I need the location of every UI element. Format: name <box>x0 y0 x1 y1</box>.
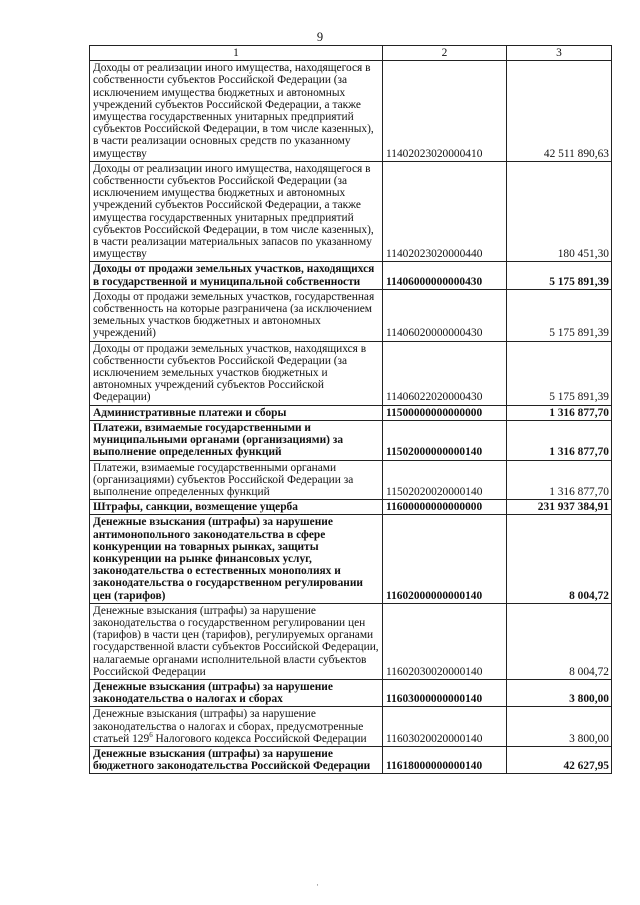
row-description: Доходы от реализации иного имущества, находящегося в собственности субъектов Российской Федерации (за исключением имущества бюджетных и автономных учреждений субъектов Российской Федерации, а также имущества государственных унитарных предприятий субъектов Российской Федерации, в том числе казенных), в части реализации материальных запасов по указанному имуществу <box>90 161 383 262</box>
row-description: Доходы от продажи земельных участков, находящихся в государственной и муниципальной собственности <box>90 262 383 289</box>
table-row <box>90 679 612 706</box>
table-row <box>90 420 612 460</box>
row-amount: 5 175 891,39 <box>507 289 612 341</box>
row-code: 11602030020000140 <box>383 603 507 679</box>
row-code: 11406022020000430 <box>383 341 507 405</box>
table-row <box>90 707 612 747</box>
column-header-2: 2 <box>383 46 507 61</box>
row-amount: 231 937 384,91 <box>507 500 612 515</box>
row-amount: 1 316 877,70 <box>507 420 612 460</box>
row-code: 11603000000000140 <box>383 679 507 706</box>
row-code: 11500000000000000 <box>383 405 507 420</box>
row-code: 11600000000000000 <box>383 500 507 515</box>
row-description: Доходы от продажи земельных участков, находящихся в собственности субъектов Российской Федерации (за исключением земельных участков бюджетных и автономных учреждений субъектов Российской Федерации) <box>90 341 383 405</box>
row-amount: 1 316 877,70 <box>507 460 612 500</box>
row-description: Доходы от реализации иного имущества, находящегося в собственности субъектов Российской Федерации (за исключением имущества бюджетных и автономных учреждений субъектов Российской Федерации, а также имущества государственных унитарных предприятий субъектов Российской Федерации, в том числе казенных), в части реализации основных средств по указанному имуществу <box>90 61 383 162</box>
row-description: Административные платежи и сборы <box>90 405 383 420</box>
page-number: 9 <box>316 30 324 44</box>
article-superscript: 6 <box>149 730 153 739</box>
row-code: 11402023020000440 <box>383 161 507 262</box>
row-amount: 8 004,72 <box>507 515 612 603</box>
column-header-1: 1 <box>90 46 383 61</box>
row-amount: 8 004,72 <box>507 603 612 679</box>
table-row <box>90 405 612 420</box>
row-description: Платежи, взимаемые государственными и муниципальными органами (организациями) за выполнение определенных функций <box>90 420 383 460</box>
row-description: Штрафы, санкции, возмещение ущерба <box>90 500 383 515</box>
row-amount: 42 511 890,63 <box>507 61 612 162</box>
table-row <box>90 500 612 515</box>
row-description: Денежные взыскания (штрафы) за нарушение законодательства о государственном регулировании цен (тарифов) в части цен (тарифов), регулируемых органами государственной власти субъектов Российской Федерации, налагаемые органами исполнительной власти субъектов Российской Федерации <box>90 603 383 679</box>
row-amount: 180 451,30 <box>507 161 612 262</box>
row-code: 11406020000000430 <box>383 289 507 341</box>
row-code: 11603020020000140 <box>383 707 507 747</box>
table-row <box>90 603 612 679</box>
table-row <box>90 61 612 162</box>
table-row <box>90 341 612 405</box>
table-row <box>90 460 612 500</box>
row-amount: 3 800,00 <box>507 679 612 706</box>
row-amount: 42 627,95 <box>507 746 612 773</box>
row-amount: 3 800,00 <box>507 707 612 747</box>
row-amount: 5 175 891,39 <box>507 262 612 289</box>
row-description: Платежи, взимаемые государственными органами (организациями) субъектов Российской Федерации за выполнение определенных функций <box>90 460 383 500</box>
table-row <box>90 161 612 262</box>
column-header-3: 3 <box>507 46 612 61</box>
row-description: Денежные взыскания (штрафы) за нарушение антимонопольного законодательства в сфере конкуренции на товарных рынках, защиты конкуренции на рынке финансовых услуг, законодательства о естественных монополиях и законодательства о государственном регулировании цен (тарифов) <box>90 515 383 603</box>
row-code: 11502020020000140 <box>383 460 507 500</box>
row-description: Денежные взыскания (штрафы) за нарушение законодательства о налогах и сборах <box>90 679 383 706</box>
table-header-row <box>90 46 612 61</box>
row-description <box>90 707 383 747</box>
row-code: 11602000000000140 <box>383 515 507 603</box>
page-bottom-mark: · <box>316 880 319 890</box>
row-amount: 5 175 891,39 <box>507 341 612 405</box>
row-code: 11502000000000140 <box>383 420 507 460</box>
row-description-end: Налогового кодекса Российской Федерации <box>152 732 367 745</box>
row-description-start: Денежные взыскания (штрафы) за нарушение законодательства о налогах и сборах, предусмотренные статьей 129 <box>93 708 364 745</box>
revenue-table <box>89 45 612 774</box>
row-code: 11402023020000410 <box>383 61 507 162</box>
table-row <box>90 262 612 289</box>
row-amount: 1 316 877,70 <box>507 405 612 420</box>
row-description: Денежные взыскания (штрафы) за нарушение бюджетного законодательства Российской Федерации <box>90 746 383 773</box>
row-description: Доходы от продажи земельных участков, государственная собственность на которые разграничена (за исключением земельных участков бюджетных и автономных учреждений) <box>90 289 383 341</box>
row-code: 11618000000000140 <box>383 746 507 773</box>
table-row <box>90 746 612 773</box>
row-code: 11406000000000430 <box>383 262 507 289</box>
table-row <box>90 289 612 341</box>
table-row <box>90 515 612 603</box>
